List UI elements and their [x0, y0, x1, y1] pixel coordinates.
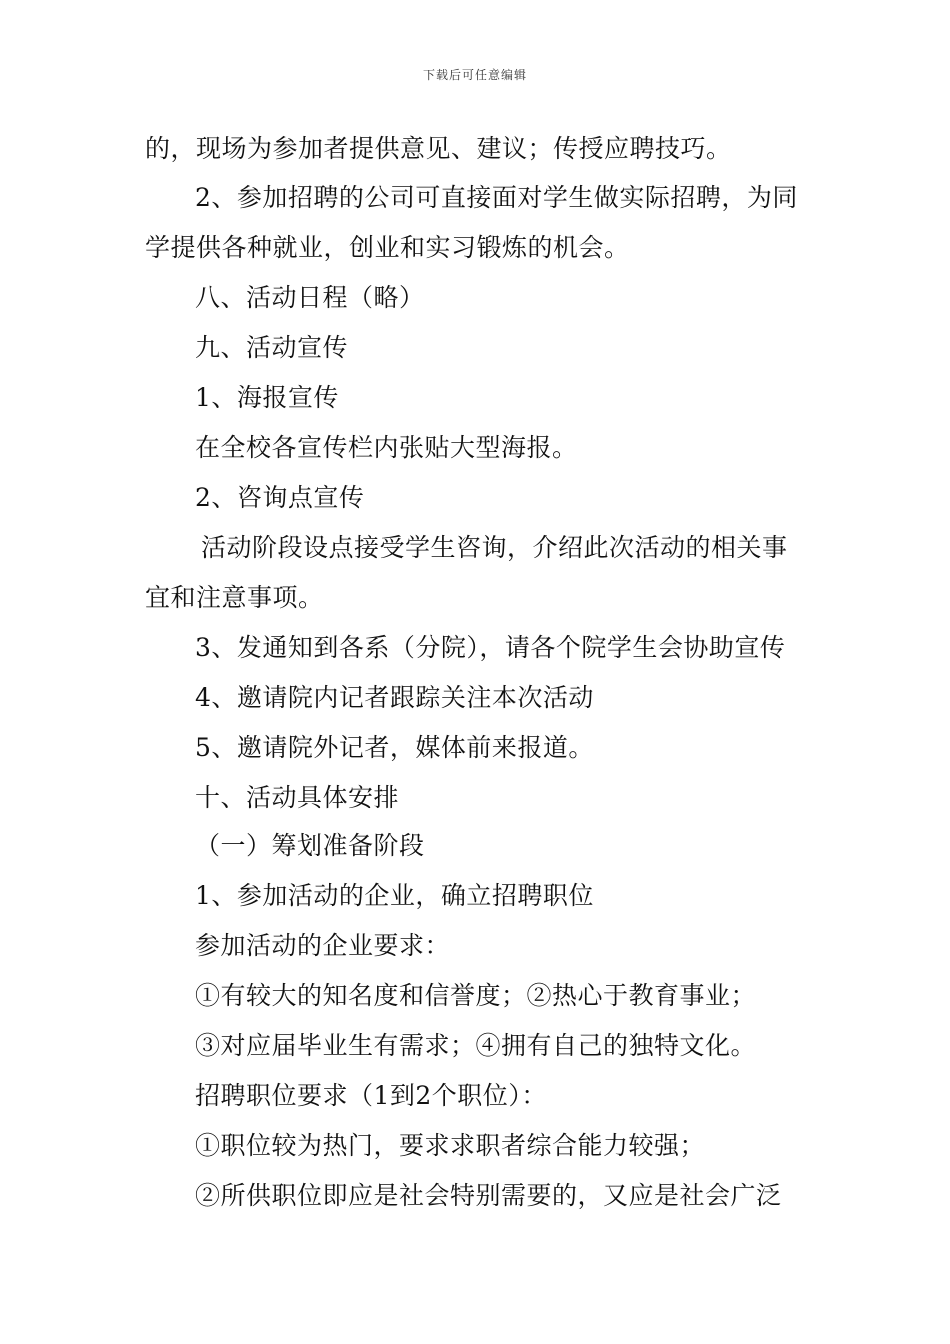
subsection-heading: 2、咨询点宣传 [195, 483, 365, 512]
paragraph-line: 4、邀请院内记者跟踪关注本次活动 [195, 683, 594, 712]
paragraph-line: 的，现场为参加者提供意见、建议；传授应聘技巧。 [145, 134, 732, 163]
page-header: 下载后可任意编辑 [422, 68, 527, 82]
list-item: ①职位较为热门，要求求职者综合能力较强； [195, 1131, 706, 1160]
paragraph-line: 活动阶段设点接受学生咨询，介绍此次活动的相关事 [201, 533, 788, 562]
list-item: ③对应届毕业生有需求；④拥有自己的独特文化。 [195, 1031, 757, 1060]
paragraph-line: 5、邀请院外记者，媒体前来报道。 [195, 733, 594, 762]
section-heading: 九、活动宣传 [195, 333, 349, 362]
section-heading: 八、活动日程（略） [195, 283, 425, 312]
section-heading: 十、活动具体安排 [195, 783, 400, 812]
paragraph-line: 参加活动的企业要求： [195, 931, 451, 960]
list-item: ①有较大的知名度和信誉度；②热心于教育事业； [195, 981, 757, 1010]
paragraph-line: 2、参加招聘的公司可直接面对学生做实际招聘，为同 [195, 183, 798, 212]
paragraph-line: 1、参加活动的企业，确立招聘职位 [195, 881, 594, 910]
paragraph-line: 学提供各种就业，创业和实习锻炼的机会。 [145, 233, 630, 262]
paragraph-line: 招聘职位要求（1到2个职位）： [195, 1081, 547, 1110]
list-item: ②所供职位即应是社会特别需要的，又应是社会广泛 [195, 1181, 782, 1210]
paragraph-line: 在全校各宣传栏内张贴大型海报。 [195, 433, 578, 462]
subsection-heading: 1、海报宣传 [195, 383, 339, 412]
paragraph-line: 宜和注意事项。 [145, 583, 324, 612]
subsection-heading: （一）筹划准备阶段 [195, 831, 425, 860]
paragraph-line: 3、发通知到各系（分院），请各个院学生会协助宣传 [195, 633, 786, 662]
